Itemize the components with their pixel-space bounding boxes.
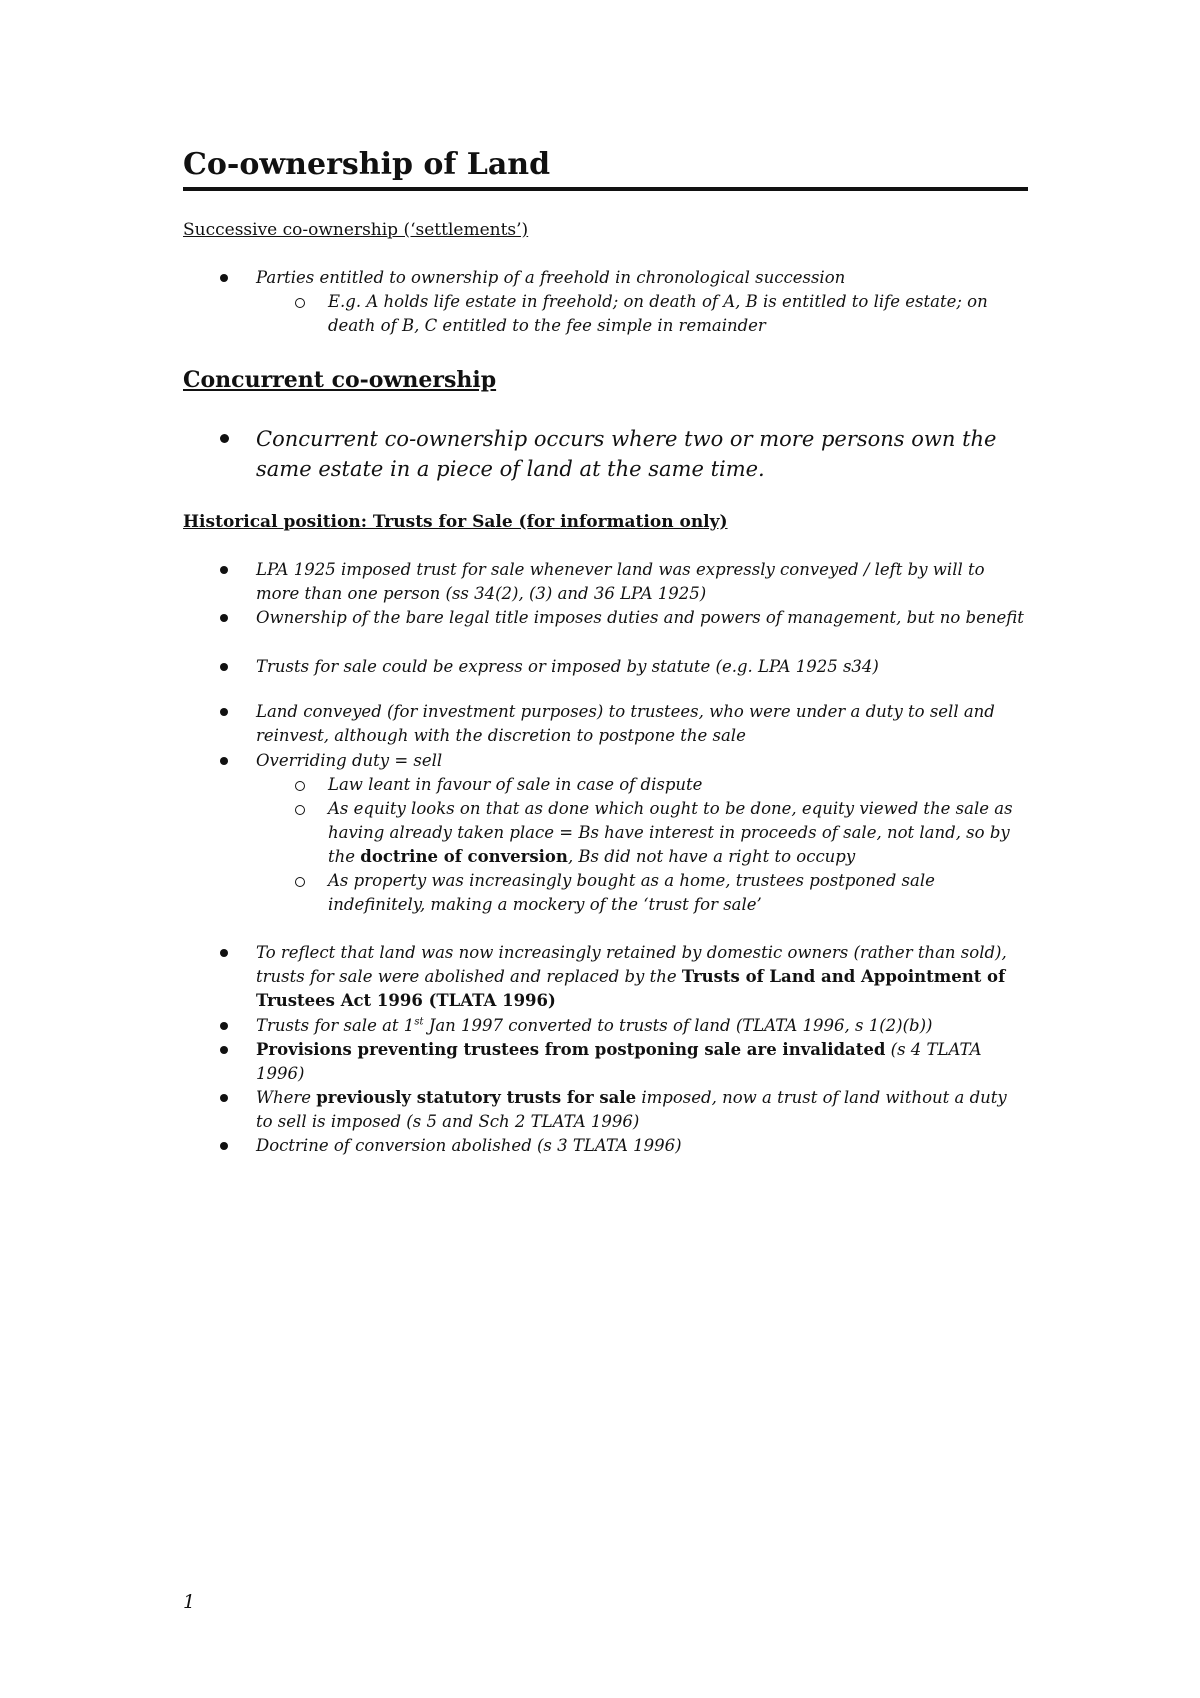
bullet-icon [220, 757, 228, 765]
concurrent-bullet-1: Concurrent co-ownership occurs where two or more persons own the same estate in a piece of land at the same time. [256, 427, 997, 481]
sub-bullet-circle-icon [295, 298, 305, 308]
text-run: , Bs did not have a right to occupy [567, 847, 856, 866]
text-run: imposed, now a trust of land without a duty to sell is imposed (s 5 and Sch 2 TLATA 1996) [256, 1088, 1007, 1131]
text-run: To reflect that land was now increasingly retained by domestic owners (rather than sold), trusts for sale were abolished and replaced by the [256, 943, 1007, 986]
bullet-icon [220, 949, 228, 957]
successive-sub-1: E.g. A holds life estate in freehold; on death of A, B is entitled to life estate; on death of B, C entitled to the fee simple in remainder [328, 292, 988, 335]
successive-heading: Successive co-ownership (‘settlements’) [183, 220, 529, 240]
bullet-icon [220, 566, 228, 574]
historical-bullet-8 [256, 1038, 1026, 1086]
historical-bullet-7 [256, 1014, 1026, 1038]
historical-bullet-5-sub-3: As property was increasingly bought as a home, trustees postponed sale indefinitely, making a mockery of the ‘trust for sale’ [328, 871, 935, 914]
historical-bullet-2: Ownership of the bare legal title imposes duties and powers of management, but no benefit [256, 608, 1024, 627]
text-run: Where [256, 1088, 317, 1107]
bullet-icon [220, 614, 228, 622]
successive-bullet-1: Parties entitled to ownership of a freehold in chronological succession [256, 268, 846, 287]
bullet-icon [220, 663, 228, 671]
historical-bullet-10: Doctrine of conversion abolished (s 3 TLATA 1996) [256, 1136, 682, 1155]
bold-run: Provisions preventing trustees from postponing sale are invalidated [256, 1040, 886, 1059]
historical-heading: Historical position: Trusts for Sale (for information only) [183, 512, 728, 532]
text-run: As equity looks on that as done which ought to be done, equity viewed the sale as having already taken place = Bs have interest in proceeds of sale, not land, so by the [328, 799, 1013, 866]
sub-bullet-circle-icon [295, 877, 305, 887]
bullet-icon [220, 274, 228, 282]
sub-bullet-circle-icon [295, 781, 305, 791]
sub-bullet-circle-icon [295, 805, 305, 815]
text-run: Jan 1997 converted to trusts of land (TLATA 1996, s 1(2)(b)) [423, 1016, 933, 1035]
page-title: Co-ownership of Land [183, 145, 1028, 191]
historical-bullet-5: Overriding duty = sell [256, 751, 443, 770]
bold-run: doctrine of conversion [360, 847, 568, 866]
bullet-icon [220, 1094, 228, 1102]
bold-run: previously statutory trusts for sale [316, 1088, 637, 1107]
text-run: Trusts for sale at 1 [256, 1016, 415, 1035]
bold-run: Trusts of Land and Appointment of Trustees Act 1996 (TLATA 1996) [256, 967, 1006, 1010]
historical-bullet-5-sub-1: Law leant in favour of sale in case of dispute [328, 775, 703, 794]
bullet-icon [220, 1046, 228, 1054]
historical-bullet-1: LPA 1925 imposed trust for sale whenever land was expressly conveyed / left by will to more than one person (ss 34(2), (3) and 36 LPA 1925) [256, 560, 985, 603]
historical-bullet-3: Trusts for sale could be express or imposed by statute (e.g. LPA 1925 s34) [256, 657, 879, 676]
superscript: st [414, 1016, 424, 1028]
page-number: 1 [183, 1591, 196, 1613]
historical-bullet-6 [256, 941, 1026, 1013]
historical-bullet-9 [256, 1086, 1026, 1134]
text-run: (s 4 TLATA 1996) [256, 1040, 982, 1083]
bullet-icon [220, 708, 228, 716]
bullet-icon [220, 434, 229, 443]
bullet-icon [220, 1142, 228, 1150]
concurrent-heading: Concurrent co-ownership [183, 367, 497, 393]
historical-bullet-4: Land conveyed (for investment purposes) to trustees, who were under a duty to sell and reinvest, although with the discretion to postpone the sale [256, 702, 995, 745]
historical-bullet-5-sub-2 [328, 797, 1028, 869]
bullet-icon [220, 1022, 228, 1030]
